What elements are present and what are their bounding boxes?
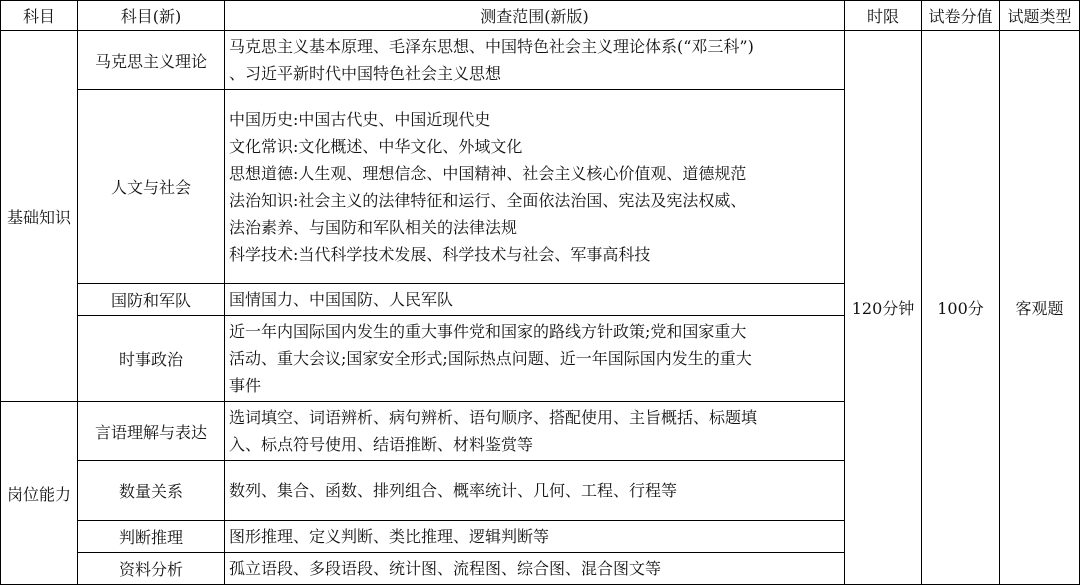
score-cell: 100分	[922, 31, 1000, 585]
scope-line: 、习近平新时代中国特色社会主义思想	[229, 64, 502, 83]
scope-line: 图形推理、定义判断、类比推理、逻辑判断等	[229, 527, 550, 546]
scope-line: 事件	[229, 376, 262, 395]
header-subject-new: 科目(新)	[78, 1, 225, 31]
scope-line: 法治素养、与国防和军队相关的法律法规	[229, 217, 518, 237]
scope-cell	[225, 461, 845, 521]
scope-line: 数列、集合、函数、排列组合、概率统计、几何、工程、行程等	[229, 481, 678, 500]
sub-subject-cell: 人文与社会	[78, 90, 225, 284]
scope-line: 近一年内国际国内发生的重大事件党和国家的路线方针政策;党和国家重大	[229, 322, 747, 341]
header-scope: 测查范围(新版)	[225, 1, 845, 31]
sub-subject-cell: 判断推理	[78, 521, 225, 553]
scope-line: 马克思主义基本原理、毛泽东思想、中国特色社会主义理论体系(“邓三科”)	[229, 37, 754, 56]
scope-line: 孤立语段、多段语段、统计图、流程图、综合图、混合图文等	[229, 559, 662, 578]
scope-cell	[225, 521, 845, 553]
scope-cell	[225, 90, 845, 284]
scope-line: 科学技术:当代科学技术发展、科学技术与社会、军事高科技	[229, 244, 651, 264]
sub-subject-cell: 资料分析	[78, 553, 225, 585]
sub-subject-cell: 马克思主义理论	[78, 31, 225, 90]
scope-cell	[225, 316, 845, 402]
scope-line: 思想道德:人生观、理想信念、中国精神、社会主义核心价值观、道德规范	[229, 163, 747, 183]
scope-line: 法治知识:社会主义的法律特征和运行、全面依法治国、宪法及宪法权威、	[229, 190, 747, 210]
sub-subject-cell: 数量关系	[78, 461, 225, 521]
question-type-cell: 客观题	[1000, 31, 1080, 585]
subject-cell: 基础知识	[1, 31, 78, 402]
header-time-limit: 时限	[845, 1, 922, 31]
scope-line: 国情国力、中国国防、人民军队	[229, 290, 454, 309]
scope-line: 入、标点符号使用、结语推断、材料鉴赏等	[229, 435, 534, 454]
header-score: 试卷分值	[922, 1, 1000, 31]
header-row	[1, 1, 1080, 31]
scope-cell	[225, 402, 845, 461]
subject-cell: 岗位能力	[1, 402, 78, 585]
sub-subject-cell: 时事政治	[78, 316, 225, 402]
time-limit-cell: 120分钟	[845, 31, 922, 585]
header-question-type: 试题类型	[1000, 1, 1080, 31]
sub-subject-cell: 国防和军队	[78, 284, 225, 316]
scope-cell	[225, 31, 845, 90]
sub-subject-cell: 言语理解与表达	[78, 402, 225, 461]
table-row	[1, 31, 1080, 90]
scope-line: 活动、重大会议;国家安全形式;国际热点问题、近一年国际国内发生的重大	[229, 349, 752, 368]
header-subject: 科目	[1, 1, 78, 31]
scope-line: 文化常识:文化概述、中华文化、外域文化	[229, 136, 523, 156]
scope-cell	[225, 284, 845, 316]
scope-cell	[225, 553, 845, 585]
scope-line: 中国历史:中国古代史、中国近现代史	[229, 109, 491, 129]
scope-line: 选词填空、词语辨析、病句辨析、语句顺序、搭配使用、主旨概括、标题填	[229, 408, 758, 427]
